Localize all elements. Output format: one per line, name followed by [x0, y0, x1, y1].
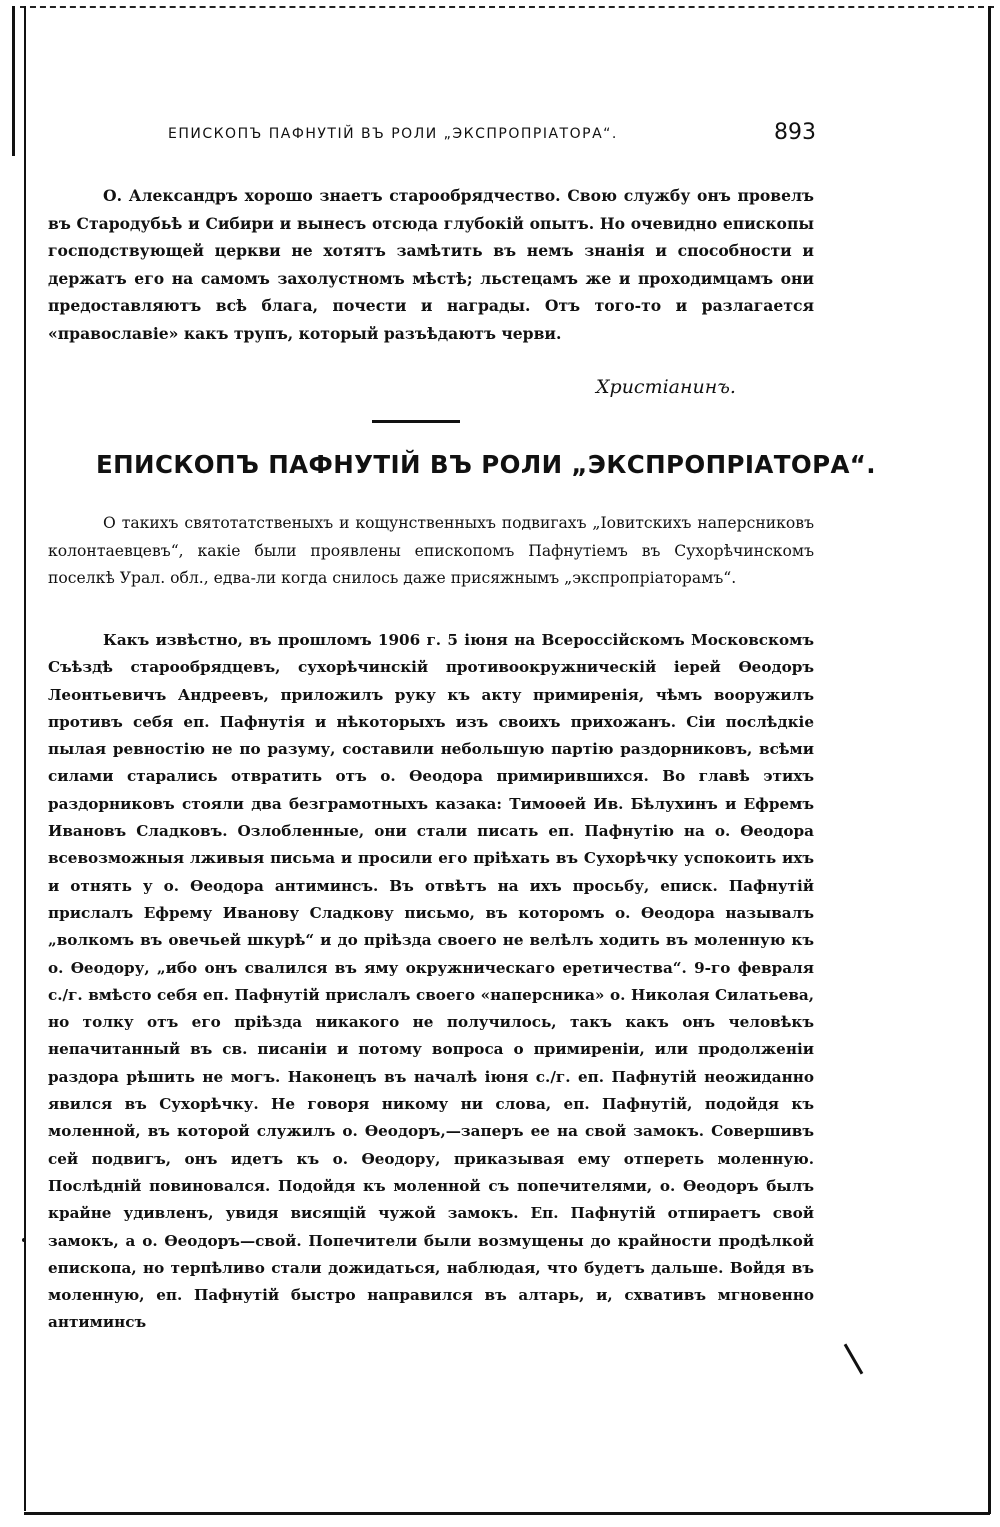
intro-paragraph: О. Александръ хорошо знаетъ старообрядчество. Свою службу онъ провелъ въ Стародубьѣ и Сибири и вынесъ отсюда глубокій опытъ. Но очевидно епископы господствующей церкви не хотятъ замѣтить въ немъ знанія и способности и держатъ его на самомъ захолустномъ мѣстѣ; льстецамъ же и проходимцамъ они предоставляютъ всѣ блага, почести и награды. Отъ того-то и разлагается «православіе» какъ трупъ, который разъѣдаютъ черви.	[48, 186, 814, 343]
margin-dot-mark	[22, 1238, 26, 1242]
page-border-bottom	[24, 1512, 990, 1515]
stray-ink-mark	[844, 1344, 864, 1375]
article-paragraph: О такихъ святотатственыхъ и кощунственныхъ подвигахъ „Іовитскихъ наперсниковъ колонтаевцевъ“, какіе были проявлены епископомъ Пафнутіемъ въ Сухорѣчинскомъ поселкѣ Урал. обл., едва-ли когда снилось даже присяжнымъ „экспропріаторамъ“.	[48, 514, 814, 587]
article-paragraph: Какъ извѣстно, въ прошломъ 1906 г. 5 іюня на Всероссійскомъ Московскомъ Съѣздѣ старообрядцевъ, сухорѣчинскій противоокружническій іерей Ѳеодоръ Леонтьевичъ Андреевъ, приложилъ руку къ акту примиренія, чѣмъ вооружилъ противъ себя еп. Пафнутія и нѣкоторыхъ изъ своихъ прихожанъ. Сіи послѣдкіе пылая ревностію не по разуму, составили небольшую партію раздорниковъ, всѣми силами старались отвратить отъ о. Ѳеодора примирившихся. Во главѣ этихъ раздорниковъ стояли два безграмотныхъ казака: Тимоѳей Ив. Бѣлухинъ и Ефремъ Ивановъ Сладковъ. Озлобленные, они стали писать еп. Пафнутію на о. Ѳеодора всевозможныя лживыя письма и просили его пріѣхать въ Сухорѣчку успокоить ихъ и отнять у о. Ѳеодора антиминсъ. Въ отвѣтъ на ихъ просьбу, еписк. Пафнутій прислалъ Ефрему Иванову Сладкову письмо, въ которомъ о. Ѳеодора называлъ „волкомъ въ овечьей шкурѣ“ и до пріѣзда своего не велѣлъ ходить въ моленную къ о. Ѳеодору, „ибо онъ свалился въ яму окружническаго еретичества“. 9-го февраля с./г. вмѣсто себя еп. Пафнутій прислалъ своего «наперсника» о. Николая Силатьева, но толку отъ его пріѣзда никакого не получилось, такъ какъ онъ человѣкъ непачитанный въ св. писаніи и потому вопроса о примиреніи, или продолженіи раздора рѣшить не могъ. Наконецъ въ началѣ іюня с./г. еп. Пафнутій неожиданно явился въ Сухорѣчку. Не говоря никому ни слова, еп. Пафнутій, подойдя къ моленной, въ которой служилъ о. Ѳеодоръ,—заперъ ее на свой замокъ. Совершивъ сей подвигъ, онъ идетъ къ о. Ѳеодору, приказывая ему отпереть моленную. Послѣдній повиновался. Подойдя къ моленной съ попечителями, о. Ѳеодоръ былъ крайне удивленъ, увидя висящій чужой замокъ. Еп. Пафнутій отпираетъ свой замокъ, а о. Ѳеодоръ—свой. Попечители были возмущены до крайности продѣлкой епископа, но терпѣливо стали дожидаться, наблюдая, что будетъ дальше. Войдя въ моленную, еп. Пафнутій быстро направился въ алтарь, и, схвативъ мгновенно антиминсъ	[48, 631, 814, 1332]
page-border-right	[988, 6, 991, 1514]
page-border-left-inner	[12, 6, 15, 156]
section-divider	[372, 420, 460, 423]
page-border-top	[20, 6, 994, 8]
running-head: ЕПИСКОПЪ ПАФНУТІЙ ВЪ РОЛИ „ЭКСПРОПРІАТОРА“.	[168, 126, 618, 142]
page-number: 893	[774, 120, 816, 145]
page-border-left	[24, 6, 26, 1511]
signature: Христіанинъ.	[596, 376, 736, 398]
article-title: ЕПИСКОПЪ ПАФНУТІЙ ВЪ РОЛИ „ЭКСПРОПРІАТОРА“.	[96, 450, 877, 479]
